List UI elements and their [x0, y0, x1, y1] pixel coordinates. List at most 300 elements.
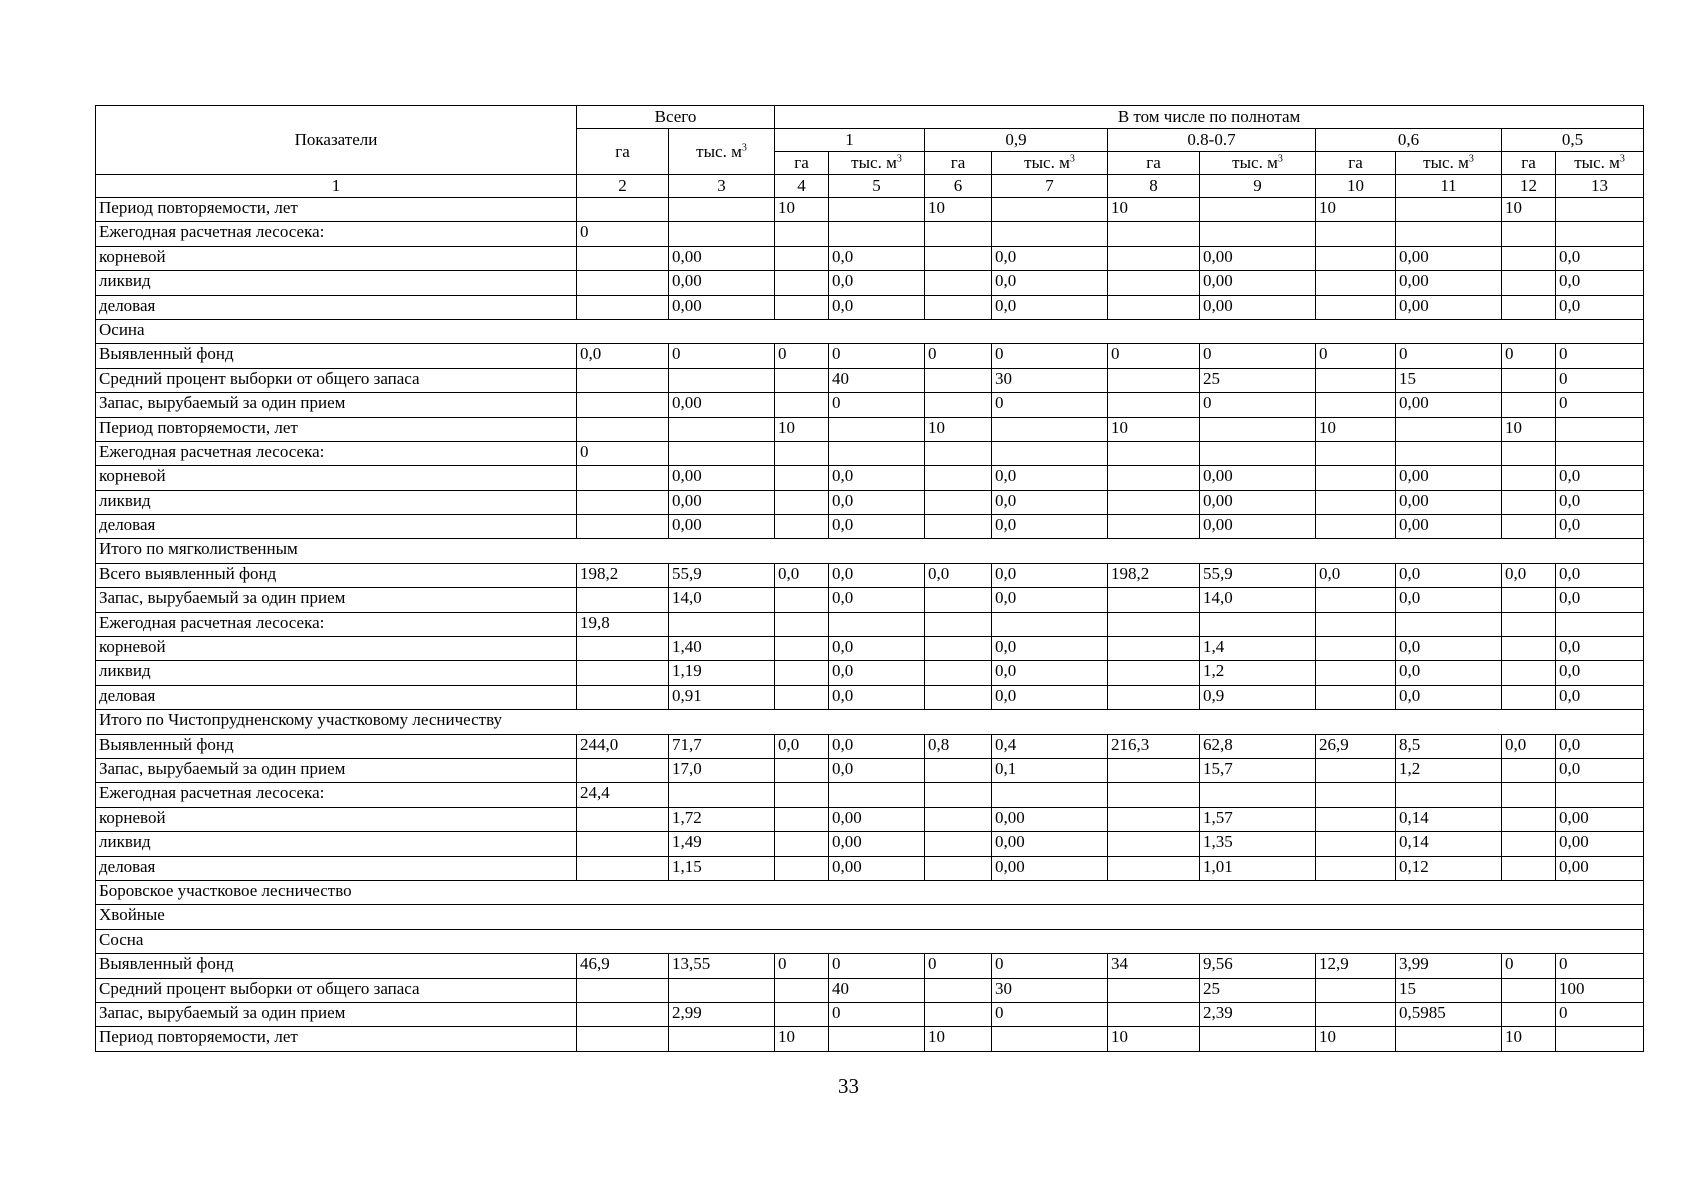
table-cell [1502, 246, 1556, 270]
table-cell [577, 490, 669, 514]
table-cell [925, 368, 992, 392]
table-cell: 0,0 [925, 563, 992, 587]
table-cell: 0,00 [669, 246, 775, 270]
table-cell [577, 246, 669, 270]
row-label: корневой [96, 807, 577, 831]
table-cell [577, 1027, 669, 1051]
table-cell [1502, 758, 1556, 782]
table-cell [775, 685, 829, 709]
table-cell: 0,00 [1396, 393, 1502, 417]
table-row [96, 685, 1644, 709]
table-cell [1396, 612, 1502, 636]
table-cell: 12,9 [1316, 954, 1396, 978]
table-cell: 0,0 [992, 490, 1108, 514]
table-cell [1556, 198, 1644, 222]
table-cell: 10 [925, 417, 992, 441]
section-title: Итого по мягколиственным [96, 539, 1644, 563]
table-cell: 24,4 [577, 783, 669, 807]
table-cell: 0,0 [829, 588, 925, 612]
table-cell [1316, 441, 1396, 465]
table-cell: 30 [992, 368, 1108, 392]
row-label: Ежегодная расчетная лесосека: [96, 441, 577, 465]
table-cell: 1,4 [1200, 637, 1316, 661]
table-cell [1108, 368, 1200, 392]
table-cell: 0,00 [1200, 515, 1316, 539]
table-cell [1108, 515, 1200, 539]
header-indicators: Показатели [96, 106, 577, 175]
table-cell [1316, 807, 1396, 831]
section-title: Сосна [96, 929, 1644, 953]
table-cell [1316, 758, 1396, 782]
table-row [96, 783, 1644, 807]
table-cell [775, 490, 829, 514]
section-title: Хвойные [96, 905, 1644, 929]
unit-ha: га [925, 152, 992, 175]
table-cell: 0 [1200, 393, 1316, 417]
forest-table [95, 105, 1644, 1052]
table-cell: 0,00 [1556, 832, 1644, 856]
row-label: ликвид [96, 661, 577, 685]
table-cell: 0,0 [829, 734, 925, 758]
column-number: 4 [775, 175, 829, 198]
section-row [96, 905, 1644, 929]
table-cell: 10 [1108, 417, 1200, 441]
row-label: Выявленный фонд [96, 344, 577, 368]
table-cell: 10 [1108, 1027, 1200, 1051]
table-cell: 0,0 [829, 295, 925, 319]
row-label: Запас, вырубаемый за один прием [96, 393, 577, 417]
table-cell [925, 1002, 992, 1026]
table-cell: 0,0 [1556, 588, 1644, 612]
table-cell: 0,0 [829, 271, 925, 295]
table-cell [1502, 832, 1556, 856]
table-cell: 0,1 [992, 758, 1108, 782]
table-cell [1108, 1002, 1200, 1026]
table-row [96, 466, 1644, 490]
table-row [96, 441, 1644, 465]
table-cell: 0,0 [1316, 563, 1396, 587]
table-row [96, 1027, 1644, 1051]
table-cell [1502, 856, 1556, 880]
table-cell: 0 [775, 954, 829, 978]
table-row [96, 612, 1644, 636]
table-cell [577, 832, 669, 856]
table-cell: 55,9 [669, 563, 775, 587]
table-cell: 10 [1502, 1027, 1556, 1051]
table-cell: 40 [829, 978, 925, 1002]
table-row [96, 222, 1644, 246]
table-cell [1396, 441, 1502, 465]
table-cell [669, 368, 775, 392]
table-cell [775, 393, 829, 417]
row-label: Всего выявленный фонд [96, 563, 577, 587]
table-cell [1108, 661, 1200, 685]
column-number: 6 [925, 175, 992, 198]
table-cell: 2,39 [1200, 1002, 1316, 1026]
table-cell: 0,9 [1200, 685, 1316, 709]
table-cell [925, 661, 992, 685]
header-total-ha: га [577, 129, 669, 175]
table-cell: 0,8 [925, 734, 992, 758]
table-cell [669, 612, 775, 636]
table-cell [829, 612, 925, 636]
table-cell [1316, 685, 1396, 709]
table-cell [1316, 271, 1396, 295]
table-cell: 26,9 [1316, 734, 1396, 758]
table-cell [1502, 441, 1556, 465]
column-number: 2 [577, 175, 669, 198]
table-cell: 1,2 [1200, 661, 1316, 685]
table-cell [925, 783, 992, 807]
table-cell [1502, 978, 1556, 1002]
table-cell [577, 417, 669, 441]
table-cell [669, 417, 775, 441]
table-cell [992, 783, 1108, 807]
table-cell [1108, 441, 1200, 465]
table-cell: 0,0 [1396, 661, 1502, 685]
row-label: Выявленный фонд [96, 734, 577, 758]
table-cell: 0 [992, 1002, 1108, 1026]
table-row [96, 807, 1644, 831]
table-cell [775, 832, 829, 856]
table-cell: 1,19 [669, 661, 775, 685]
header-density-0-5: 0,5 [1502, 129, 1644, 152]
table-cell [1556, 222, 1644, 246]
unit-vol: тыс. $м^3$ [1396, 152, 1502, 175]
table-cell [775, 222, 829, 246]
table-cell [1502, 783, 1556, 807]
table-cell: 0 [1108, 344, 1200, 368]
table-cell: 0,0 [829, 515, 925, 539]
row-label: деловая [96, 295, 577, 319]
section-title: Осина [96, 319, 1644, 343]
row-label: Средний процент выборки от общего запаса [96, 978, 577, 1002]
table-cell [829, 441, 925, 465]
column-number: 8 [1108, 175, 1200, 198]
row-label: ликвид [96, 832, 577, 856]
table-cell: 71,7 [669, 734, 775, 758]
table-cell [1396, 198, 1502, 222]
table-cell: 10 [775, 198, 829, 222]
table-cell: 0,0 [775, 563, 829, 587]
table-cell: 10 [1502, 417, 1556, 441]
table-cell [925, 637, 992, 661]
table-cell: 0,0 [1396, 563, 1502, 587]
table-row [96, 417, 1644, 441]
table-cell [1502, 807, 1556, 831]
table-cell: 0,00 [669, 466, 775, 490]
row-label: Запас, вырубаемый за один прием [96, 1002, 577, 1026]
table-cell [577, 758, 669, 782]
table-cell [1316, 637, 1396, 661]
table-cell [925, 515, 992, 539]
table-cell [1200, 222, 1316, 246]
header-density-0-6: 0,6 [1316, 129, 1502, 152]
table-cell: 0 [577, 222, 669, 246]
column-number: 12 [1502, 175, 1556, 198]
table-cell [669, 1027, 775, 1051]
table-cell [577, 661, 669, 685]
table-cell [669, 978, 775, 1002]
table-cell: 13,55 [669, 954, 775, 978]
table-cell [925, 856, 992, 880]
table-cell: 10 [1316, 417, 1396, 441]
table-cell: 0,0 [829, 637, 925, 661]
unit-ha: га [1108, 152, 1200, 175]
table-cell [1502, 393, 1556, 417]
table-cell: 0,00 [669, 271, 775, 295]
table-cell [925, 588, 992, 612]
table-cell [1396, 783, 1502, 807]
unit-ha: га [1502, 152, 1556, 175]
table-cell [775, 807, 829, 831]
table-cell: 10 [1108, 198, 1200, 222]
section-row [96, 929, 1644, 953]
table-cell: 62,8 [1200, 734, 1316, 758]
section-row [96, 319, 1644, 343]
table-cell [1502, 368, 1556, 392]
table-cell: 0 [992, 954, 1108, 978]
table-cell [577, 978, 669, 1002]
table-cell: 198,2 [577, 563, 669, 587]
table-cell: 0,4 [992, 734, 1108, 758]
table-cell: 10 [1316, 1027, 1396, 1051]
table-cell: 55,9 [1200, 563, 1316, 587]
section-title: Боровское участковое лесничество [96, 880, 1644, 904]
table-cell [1502, 295, 1556, 319]
table-cell: 1,49 [669, 832, 775, 856]
row-label: корневой [96, 637, 577, 661]
table-cell [1502, 588, 1556, 612]
table-cell [925, 246, 992, 270]
section-title: Итого по Чистопрудненскому участковому лесничеству [96, 710, 1644, 734]
table-cell: 0,00 [829, 807, 925, 831]
table-cell: 0,00 [1396, 515, 1502, 539]
table-row [96, 515, 1644, 539]
table-cell: 0 [1200, 344, 1316, 368]
table-cell [1200, 417, 1316, 441]
column-number: 7 [992, 175, 1108, 198]
table-cell: 0,14 [1396, 807, 1502, 831]
table-cell: 0 [925, 344, 992, 368]
table-cell [1502, 661, 1556, 685]
table-cell: 0 [1502, 954, 1556, 978]
table-cell [577, 198, 669, 222]
table-cell: 0,00 [1396, 271, 1502, 295]
table-cell: 0,0 [1396, 685, 1502, 709]
row-label: Выявленный фонд [96, 954, 577, 978]
table-cell: 0,00 [1200, 271, 1316, 295]
table-cell: 15 [1396, 368, 1502, 392]
table-cell [775, 856, 829, 880]
table-cell: 0 [1502, 344, 1556, 368]
table-row [96, 271, 1644, 295]
table-cell: 10 [1316, 198, 1396, 222]
table-cell [1108, 393, 1200, 417]
table-cell [992, 222, 1108, 246]
table-cell [829, 1027, 925, 1051]
table-cell [1556, 612, 1644, 636]
table-cell [775, 758, 829, 782]
table-cell: 10 [1502, 198, 1556, 222]
table-cell: 25 [1200, 978, 1316, 1002]
table-cell: 0,0 [992, 685, 1108, 709]
table-cell [1316, 856, 1396, 880]
header-total-vol: тыс. $м^3$ [669, 129, 775, 175]
table-cell: 0,00 [669, 515, 775, 539]
table-cell: 0,00 [669, 295, 775, 319]
table-cell [1108, 832, 1200, 856]
table-cell [925, 612, 992, 636]
table-cell: 0,0 [829, 563, 925, 587]
page-number: 33 [838, 1074, 859, 1098]
table-cell [1108, 637, 1200, 661]
table-row [96, 588, 1644, 612]
table-cell: 0 [1316, 344, 1396, 368]
table-cell [1108, 612, 1200, 636]
row-label: деловая [96, 515, 577, 539]
table-cell [992, 612, 1108, 636]
row-label: Запас, вырубаемый за один прием [96, 758, 577, 782]
table-cell [1108, 978, 1200, 1002]
table-row [96, 734, 1644, 758]
table-cell: 0 [992, 393, 1108, 417]
unit-vol: тыс. $м^3$ [992, 152, 1108, 175]
table-row [96, 490, 1644, 514]
table-cell: 46,9 [577, 954, 669, 978]
table-cell: 30 [992, 978, 1108, 1002]
table-cell [1556, 441, 1644, 465]
table-cell [1200, 1027, 1316, 1051]
table-cell: 40 [829, 368, 925, 392]
table-row [96, 246, 1644, 270]
table-cell: 0,0 [992, 563, 1108, 587]
table-cell: 0 [1556, 954, 1644, 978]
table-cell: 0,0 [992, 271, 1108, 295]
row-label: Ежегодная расчетная лесосека: [96, 612, 577, 636]
table-row [96, 758, 1644, 782]
table-cell [577, 295, 669, 319]
unit-vol: тыс. $м^3$ [1556, 152, 1644, 175]
table-cell [925, 807, 992, 831]
table-cell: 0 [829, 954, 925, 978]
table-cell [1200, 783, 1316, 807]
table-cell [992, 1027, 1108, 1051]
table-row [96, 661, 1644, 685]
table-cell: 0,0 [1556, 466, 1644, 490]
table-cell [775, 271, 829, 295]
header-density-1: 1 [775, 129, 925, 152]
table-cell [775, 612, 829, 636]
table-cell: 0,91 [669, 685, 775, 709]
table-cell: 0,5985 [1396, 1002, 1502, 1026]
row-label: Ежегодная расчетная лесосека: [96, 222, 577, 246]
table-cell: 34 [1108, 954, 1200, 978]
table-row [96, 295, 1644, 319]
column-number: 1 [96, 175, 577, 198]
table-cell [775, 783, 829, 807]
table-cell [1108, 222, 1200, 246]
table-cell: 0,0 [829, 661, 925, 685]
table-cell [1316, 393, 1396, 417]
table-cell [925, 978, 992, 1002]
row-label: корневой [96, 246, 577, 270]
row-label: ликвид [96, 490, 577, 514]
table-cell: 0,00 [1200, 295, 1316, 319]
table-row [96, 954, 1644, 978]
table-cell [775, 978, 829, 1002]
table-cell [1396, 222, 1502, 246]
table-cell [775, 1002, 829, 1026]
row-label: Период повторяемости, лет [96, 198, 577, 222]
table-cell [1502, 637, 1556, 661]
table-cell [1108, 271, 1200, 295]
table-cell [925, 466, 992, 490]
table-cell: 0,0 [1556, 563, 1644, 587]
table-cell: 0,0 [1396, 637, 1502, 661]
section-row [96, 539, 1644, 563]
table-cell [1108, 758, 1200, 782]
table-cell: 0,0 [1502, 734, 1556, 758]
table-cell [577, 685, 669, 709]
table-cell: 14,0 [669, 588, 775, 612]
table-cell: 0,0 [992, 515, 1108, 539]
table-cell [1556, 417, 1644, 441]
table-cell [775, 515, 829, 539]
table-cell: 0,00 [1200, 490, 1316, 514]
table-cell: 0,00 [992, 807, 1108, 831]
column-number: 11 [1396, 175, 1502, 198]
table-cell [1316, 246, 1396, 270]
row-label: ликвид [96, 271, 577, 295]
table-cell: 0 [829, 344, 925, 368]
table-cell [1108, 685, 1200, 709]
table-cell: 0,00 [669, 490, 775, 514]
column-number: 5 [829, 175, 925, 198]
table-cell: 0,00 [1200, 466, 1316, 490]
table-cell [829, 198, 925, 222]
table-cell [775, 368, 829, 392]
table-cell: 0,00 [1396, 490, 1502, 514]
header-by-density: В том числе по полнотам [775, 106, 1644, 129]
table-cell [577, 1002, 669, 1026]
table-cell: 0,00 [992, 832, 1108, 856]
table-cell [925, 441, 992, 465]
table-cell: 0 [1556, 368, 1644, 392]
table-cell: 0,0 [829, 490, 925, 514]
table-cell: 2,99 [669, 1002, 775, 1026]
table-cell: 14,0 [1200, 588, 1316, 612]
table-cell [925, 393, 992, 417]
table-cell [1316, 661, 1396, 685]
table-cell: 0,0 [992, 637, 1108, 661]
table-cell [925, 832, 992, 856]
table-cell [1108, 246, 1200, 270]
table-cell: 0,0 [1556, 685, 1644, 709]
table-cell [1200, 612, 1316, 636]
table-cell: 0,00 [1556, 807, 1644, 831]
table-cell [669, 441, 775, 465]
table-cell: 0,0 [829, 685, 925, 709]
table-cell [775, 246, 829, 270]
table-cell [925, 685, 992, 709]
table-cell: 0,0 [1556, 246, 1644, 270]
table-cell [1502, 685, 1556, 709]
table-cell [925, 295, 992, 319]
table-cell: 0,0 [1502, 563, 1556, 587]
table-cell: 19,8 [577, 612, 669, 636]
table-cell: 0,0 [992, 661, 1108, 685]
